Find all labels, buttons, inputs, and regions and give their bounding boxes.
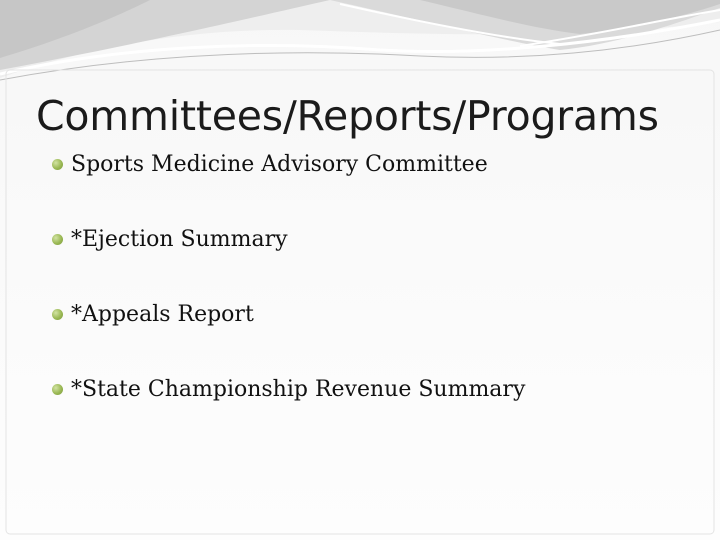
bullet-item <box>52 145 692 183</box>
bullet-text: *Appeals Report <box>71 301 254 327</box>
bullet-dot-icon <box>52 384 63 395</box>
bullet-list <box>52 145 692 408</box>
bullet-dot-icon <box>52 159 63 170</box>
bullet-dot-icon <box>52 234 63 245</box>
bullet-item <box>52 370 692 408</box>
bullet-dot-icon <box>52 309 63 320</box>
bullet-item <box>52 220 692 258</box>
bullet-item <box>52 295 692 333</box>
bullet-text: Sports Medicine Advisory Committee <box>71 151 488 177</box>
bullet-text: *State Championship Revenue Summary <box>71 376 526 402</box>
slide-title: Committees/Reports/Programs <box>36 92 659 140</box>
bullet-text: *Ejection Summary <box>71 226 288 252</box>
